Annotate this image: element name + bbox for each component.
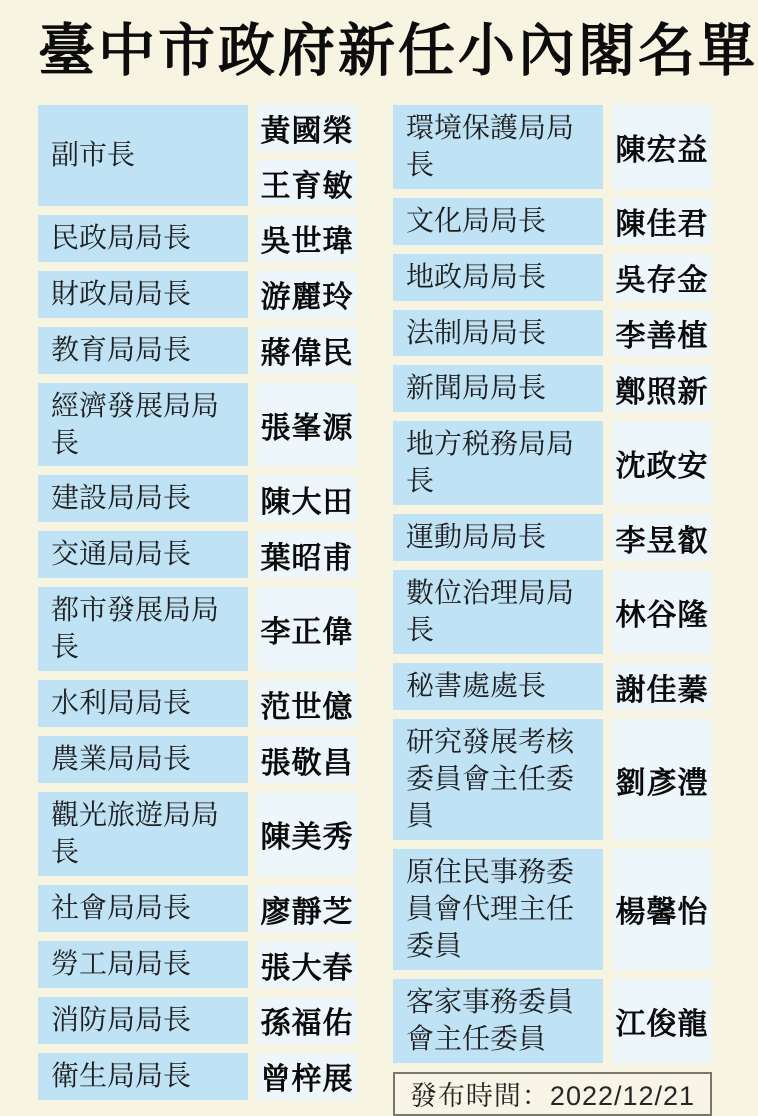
position-label: 新聞局局長 — [393, 365, 603, 412]
cabinet-row — [393, 365, 712, 412]
appointee-name: 李善植 — [612, 310, 712, 357]
position-label: 客家事務委員會主任委員 — [393, 979, 603, 1063]
name-cell — [612, 105, 712, 189]
appointee-name: 李昱叡 — [612, 514, 712, 561]
appointee-name: 游麗玲 — [257, 271, 357, 318]
position-label: 經濟發展局局長 — [38, 383, 248, 467]
position-label: 水利局局長 — [38, 680, 248, 727]
right-column — [393, 105, 712, 1116]
name-cell — [257, 475, 357, 522]
cabinet-row — [393, 254, 712, 301]
appointee-name: 鄭照新 — [612, 365, 712, 412]
appointee-name: 蔣偉民 — [257, 327, 357, 374]
appointee-name: 劉彥澧 — [612, 719, 712, 840]
cabinet-row — [38, 792, 357, 876]
cabinet-row — [38, 997, 357, 1044]
name-cell — [612, 719, 712, 840]
name-cell — [257, 587, 357, 671]
cabinet-row — [38, 475, 357, 522]
cabinet-row — [393, 570, 712, 654]
name-cell — [612, 254, 712, 301]
name-cell — [612, 198, 712, 245]
name-cell — [257, 1053, 357, 1100]
name-cell — [257, 736, 357, 783]
name-cell — [257, 885, 357, 932]
position-label: 交通局局長 — [38, 531, 248, 578]
cabinet-row — [393, 979, 712, 1063]
cabinet-row — [38, 680, 357, 727]
cabinet-row — [38, 885, 357, 932]
appointee-name: 張敬昌 — [257, 736, 357, 783]
publish-date-box: 發布時間：2022/12/21 — [393, 1072, 712, 1116]
appointee-name: 江俊龍 — [612, 979, 712, 1063]
left-column — [38, 105, 357, 1116]
name-cell — [257, 327, 357, 374]
position-label: 社會局局長 — [38, 885, 248, 932]
position-label: 地方税務局局長 — [393, 421, 603, 505]
cabinet-row — [393, 310, 712, 357]
cabinet-row — [38, 531, 357, 578]
cabinet-list — [38, 105, 712, 1116]
cabinet-row — [38, 587, 357, 671]
name-cell — [257, 680, 357, 727]
name-cell — [612, 310, 712, 357]
position-label: 運動局局長 — [393, 514, 603, 561]
position-label: 衛生局局長 — [38, 1053, 248, 1100]
position-label: 民政局局長 — [38, 215, 248, 262]
appointee-name: 沈政安 — [612, 421, 712, 505]
page-title: 臺中市政府新任小內閣名單 — [38, 19, 758, 83]
appointee-name: 吳世瑋 — [257, 215, 357, 262]
name-cell — [612, 663, 712, 710]
cabinet-row — [38, 1053, 357, 1100]
cabinet-row — [393, 514, 712, 561]
position-label: 教育局局長 — [38, 327, 248, 374]
name-cell — [257, 941, 357, 988]
appointee-name: 陳大田 — [257, 475, 357, 522]
cabinet-row — [38, 736, 357, 783]
appointee-name: 吳存金 — [612, 254, 712, 301]
name-cell — [257, 383, 357, 467]
position-label: 都市發展局局長 — [38, 587, 248, 671]
appointee-name: 林谷隆 — [612, 570, 712, 654]
position-label: 建設局局長 — [38, 475, 248, 522]
cabinet-row — [393, 849, 712, 970]
cabinet-row — [38, 327, 357, 374]
appointee-name: 陳宏益 — [612, 105, 712, 189]
position-label: 農業局局長 — [38, 736, 248, 783]
appointee-name: 范世億 — [257, 680, 357, 727]
position-label: 觀光旅遊局局長 — [38, 792, 248, 876]
name-cell — [257, 997, 357, 1044]
appointee-name: 王育敏 — [257, 160, 357, 206]
appointee-name: 張大春 — [257, 941, 357, 988]
appointee-name: 謝佳蓁 — [612, 663, 712, 710]
appointee-name: 李正偉 — [257, 587, 357, 671]
appointee-name: 張峯源 — [257, 383, 357, 467]
position-label: 原住民事務委員會代理主任委員 — [393, 849, 603, 970]
position-label: 副市長 — [38, 105, 248, 206]
position-label: 財政局局長 — [38, 271, 248, 318]
cabinet-row — [393, 421, 712, 505]
appointee-name: 廖靜芝 — [257, 885, 357, 932]
name-cell — [257, 215, 357, 262]
appointee-name: 葉昭甫 — [257, 531, 357, 578]
name-cell — [257, 531, 357, 578]
name-cell — [612, 514, 712, 561]
position-label: 秘書處處長 — [393, 663, 603, 710]
name-cell — [257, 105, 357, 206]
position-label: 數位治理局局長 — [393, 570, 603, 654]
cabinet-row — [393, 198, 712, 245]
cabinet-row — [393, 105, 712, 189]
appointee-name: 楊馨怡 — [612, 849, 712, 970]
appointee-name: 曾梓展 — [257, 1053, 357, 1100]
cabinet-row — [38, 215, 357, 262]
position-label: 法制局局長 — [393, 310, 603, 357]
name-cell — [612, 570, 712, 654]
name-cell — [612, 421, 712, 505]
appointee-name: 陳佳君 — [612, 198, 712, 245]
cabinet-row — [393, 719, 712, 840]
appointee-name: 黃國榮 — [257, 105, 357, 151]
name-cell — [612, 849, 712, 970]
name-cell — [612, 365, 712, 412]
name-cell — [257, 271, 357, 318]
position-label: 文化局局長 — [393, 198, 603, 245]
position-label: 環境保護局局長 — [393, 105, 603, 189]
position-label: 研究發展考核委員會主任委員 — [393, 719, 603, 840]
name-cell — [257, 792, 357, 876]
cabinet-row — [38, 271, 357, 318]
cabinet-row — [38, 105, 357, 206]
appointee-name: 孫福佑 — [257, 997, 357, 1044]
cabinet-row — [38, 941, 357, 988]
position-label: 消防局局長 — [38, 997, 248, 1044]
cabinet-row — [393, 663, 712, 710]
cabinet-row — [38, 383, 357, 467]
name-cell — [612, 979, 712, 1063]
position-label: 勞工局局長 — [38, 941, 248, 988]
appointee-name: 陳美秀 — [257, 792, 357, 876]
position-label: 地政局局長 — [393, 254, 603, 301]
